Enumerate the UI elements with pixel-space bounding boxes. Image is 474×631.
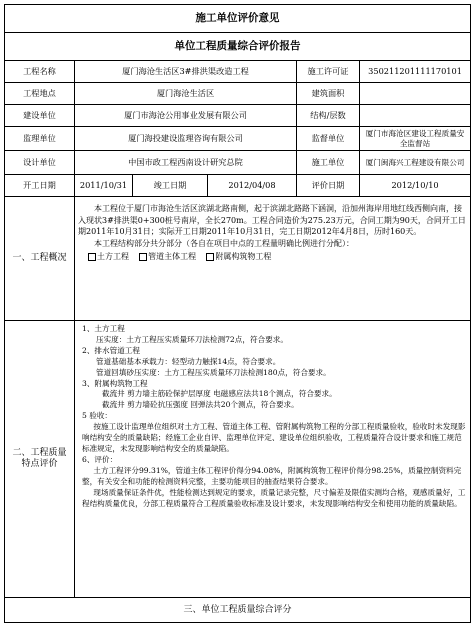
project-name-label: 工程名称 (5, 61, 75, 83)
supervisor-label: 监理单位 (5, 127, 75, 151)
project-name-value: 厦门海沧生活区3#排洪渠改造工程 (75, 61, 297, 83)
eval-date-label: 评价日期 (297, 175, 360, 197)
constructor-label: 施工单位 (297, 151, 360, 175)
start-date-value: 2011/10/31 (75, 175, 133, 197)
structure-paragraph: 本工程结构部分共分部分（各自在项目中点的工程量明确比例进行分配）： (94, 238, 354, 248)
checkbox-icon[interactable] (88, 253, 96, 261)
score-paragraph: 土方工程评分99.31%，管道主体工程评价得分94.08%，附属构筑物工程评价得分98.25%，质量控制资料完整，有关安全和功能的检测资料完整，主要功能项目的抽查结果符合要求。 (82, 465, 462, 486)
location-value: 厦门海沧生活区 (75, 83, 297, 105)
section2-content (75, 321, 471, 598)
overview-paragraph: 本工程位于厦门市海沧生活区滨湖北路南侧，起于滨湖北路路下涵洞，沿加州海岸用地红线西侧向南，接入现状3#排洪渠0+300桩号南岸，全长270m。工程合同造价为275.23万元，合同工期为90天，合同开工日期2011年10月31日；实际开工日期2011年10月31日，完工日期2012年4月8日，历时160天。 (78, 204, 466, 236)
completion-date-label: 竣工日期 (133, 175, 208, 197)
item-heading: 6、评价： (82, 454, 118, 464)
item-heading: 2、排水管道工程 (82, 345, 140, 355)
section1-content (75, 197, 471, 321)
builder-label: 建设单位 (5, 105, 75, 127)
structure-value (360, 105, 471, 127)
designer-value: 中国市政工程西南设计研究总院 (75, 151, 297, 175)
acceptance-paragraph: 按施工设计监理单位组织对土方工程、管道主体工程、管附属构筑物工程的分部工程质量验收，验收时未发现影响结构安全的质量缺陷；经施工企业自评、监理单位评定、建设单位组织验收，工程质量符合设计要求和施工规范标准规定，未发现影响结构安全的质量缺陷。 (82, 422, 466, 453)
supervise-dept-label: 监督单位 (297, 127, 360, 151)
area-label: 建筑面积 (297, 83, 360, 105)
item-heading: 5 验收： (82, 411, 113, 421)
check-label: 管道主体工程 (148, 252, 197, 261)
report-table (4, 4, 471, 623)
supervise-dept-value: 厦门市海沧区建设工程质量安全监督站 (360, 127, 471, 151)
completion-date-value: 2012/04/08 (208, 175, 297, 197)
check-label: 附属构筑物工程 (215, 252, 272, 261)
section1-label: 一、工程概况 (5, 197, 75, 321)
designer-label: 设计单位 (5, 151, 75, 175)
structure-label: 结构/层数 (297, 105, 360, 127)
item-line: 压实度：土方工程压实质量环刀法检测72点，符合要求。 (96, 334, 288, 344)
eval-date-value: 2012/10/10 (360, 175, 471, 197)
checkbox-icon[interactable] (206, 253, 214, 261)
divisions-checklist (78, 251, 467, 262)
supervisor-value: 厦门海投建设监理咨询有限公司 (75, 127, 297, 151)
page-title: 施工单位评价意见 (5, 5, 471, 33)
permit-label: 施工许可证 (297, 61, 360, 83)
section2-label-line: 特点评价 (21, 459, 58, 469)
section3-heading: 三、单位工程质量综合评分 (5, 598, 471, 623)
evaluation-report (4, 4, 470, 623)
section2-label (5, 321, 75, 598)
item-line: 管道基础基本承载力：轻型动力触探14点，符合要求。 (96, 356, 281, 366)
checkbox-icon[interactable] (139, 253, 147, 261)
check-label: 土方工程 (97, 252, 129, 261)
builder-value: 厦门市海沧公用事业发展有限公司 (75, 105, 297, 127)
item-line: 管道回填砂压实度：土方工程压实质量环刀法检测180点，符合要求。 (96, 367, 331, 377)
area-value (360, 83, 471, 105)
constructor-value: 厦门闽海兴工程建设有限公司 (360, 151, 471, 175)
item-heading: 1、土方工程 (82, 324, 125, 333)
item-line: 截流井 剪力墙主筋砼保护层厚度 电磁感应法共18个测点，符合要求。 (102, 389, 337, 399)
section2-label-line: 二、工程质量 (12, 448, 67, 458)
permit-value: 350211201111170101 (360, 61, 471, 83)
quality-paragraph: 现场质量保证条件优，性能检测达到规定的要求，质量记录完整，尺寸偏差及限值实测均合格，观感质量好，工程结构质量优良，分部工程质量符合工程质量验收标准及设计要求，未发现影响结构安全和使用功能的质量缺陷。 (82, 487, 466, 508)
start-date-label: 开工日期 (5, 175, 75, 197)
report-subtitle: 单位工程质量综合评价报告 (5, 33, 471, 61)
location-label: 工程地点 (5, 83, 75, 105)
item-line: 截流井 剪力墙砼抗压强度 回弹法共20个测点，符合要求。 (102, 400, 299, 410)
item-heading: 3、附属构筑物工程 (82, 378, 148, 388)
